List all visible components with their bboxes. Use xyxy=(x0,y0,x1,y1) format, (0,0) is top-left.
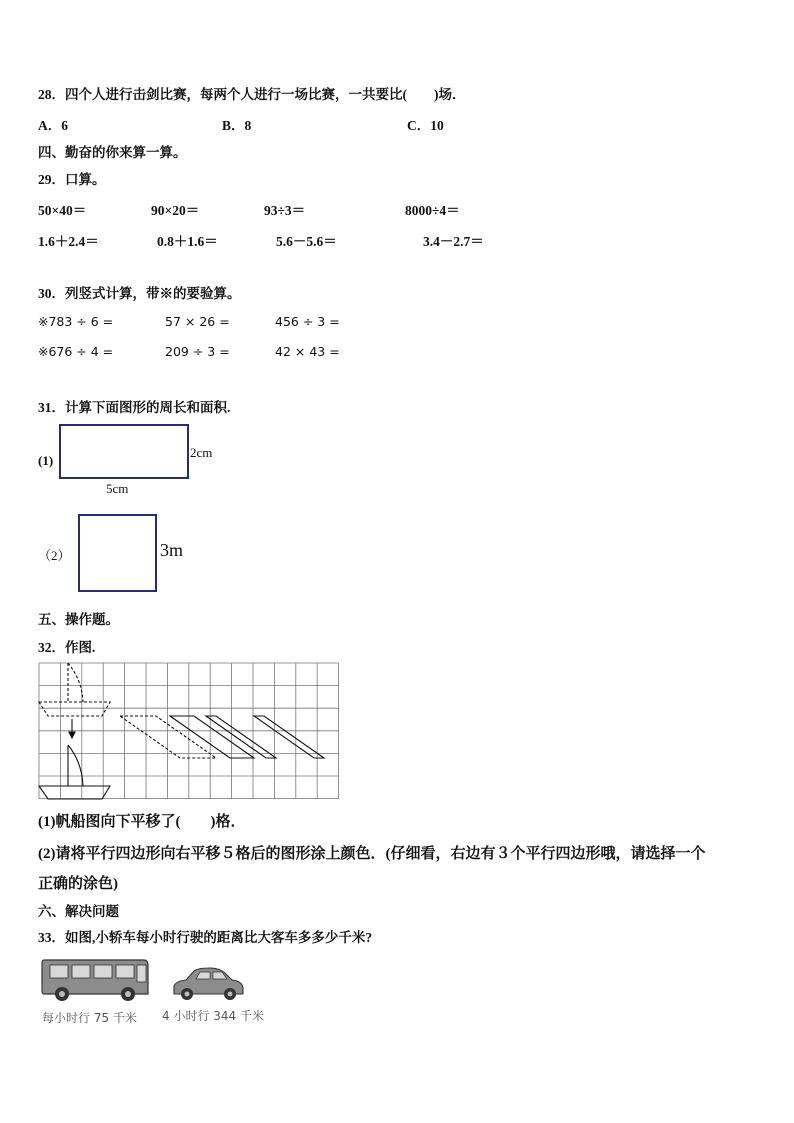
car-caption: 4 小时行 344 千米 xyxy=(162,1009,264,1023)
grid-lines xyxy=(39,663,339,799)
q29-r2-c3: 5.6－5.6＝ xyxy=(276,234,337,249)
q30-r1-c2: 57 × 26 = xyxy=(165,314,230,329)
q32-title: 32．作图. xyxy=(38,640,96,655)
q32-grid-figure xyxy=(38,662,340,800)
bus-image xyxy=(40,954,152,1004)
q28-option-c: C．10 xyxy=(407,118,444,133)
q29-r2-c1: 1.6＋2.4＝ xyxy=(38,234,99,249)
q29-r2-c2: 0.8＋1.6＝ xyxy=(157,234,218,249)
bus-caption: 每小时行 75 千米 xyxy=(42,1011,137,1025)
q29-r1-c2: 90×20＝ xyxy=(151,203,200,218)
q30-title: 30．列竖式计算，带※的要验算。 xyxy=(38,286,241,301)
q31-square xyxy=(78,514,157,592)
q29-r1-c4: 8000÷4＝ xyxy=(405,203,460,218)
parallelogram-candidate-2 xyxy=(206,716,276,758)
q30-r2-c3: 42 × 43 = xyxy=(275,344,340,359)
section-4-heading: 四、勤奋的你来算一算。 xyxy=(38,145,187,160)
q32-sub2-line2: 正确的涂色) xyxy=(38,876,118,892)
q28-option-a: A．6 xyxy=(38,118,68,133)
q29-r2-c4: 3.4－2.7＝ xyxy=(423,234,484,249)
q29-r1-c1: 50×40＝ xyxy=(38,203,87,218)
parallelogram-candidate-3 xyxy=(254,716,324,758)
q31-rect-width-label: 5cm xyxy=(106,481,129,496)
translate-down-arrow xyxy=(69,719,75,738)
q30-r1-c1: ※783 ÷ 6 = xyxy=(38,314,114,329)
car-image xyxy=(170,964,246,1004)
q31-fig2-label: （2） xyxy=(38,548,71,563)
q33-title: 33．如图,小轿车每小时行驶的距离比大客车多多少千米? xyxy=(38,930,373,945)
q28-option-b: B．8 xyxy=(222,118,252,133)
q28-text: 28．四个人进行击剑比赛，每两个人进行一场比赛，一共要比( )场． xyxy=(38,87,466,102)
q29-title: 29．口算。 xyxy=(38,172,106,187)
q32-sub1: (1)帆船图向下平移了( )格． xyxy=(38,814,246,830)
q31-title: 31．计算下面图形的周长和面积. xyxy=(38,400,231,415)
q32-sub2-line1: (2)请将平行四边形向右平移５格后的图形涂上颜色．(仔细看，右边有３个平行四边形哦，请选择一个 xyxy=(38,846,706,862)
q31-rectangle xyxy=(59,424,189,479)
q30-r2-c2: 209 ÷ 3 = xyxy=(165,344,230,359)
q30-r2-c1: ※676 ÷ 4 = xyxy=(38,344,114,359)
q31-rect-height-label: 2cm xyxy=(190,445,213,460)
section-6-heading: 六、解决问题 xyxy=(38,904,119,919)
q31-square-side-label: 3m xyxy=(160,540,184,560)
q30-r1-c3: 456 ÷ 3 = xyxy=(275,314,340,329)
section-5-heading: 五、操作题。 xyxy=(38,612,119,627)
q31-fig1-label: (1) xyxy=(38,453,54,468)
q29-r1-c3: 93÷3＝ xyxy=(264,203,306,218)
parallelogram-candidate-1 xyxy=(170,716,254,758)
parallelogram-original-dashed xyxy=(120,716,216,758)
